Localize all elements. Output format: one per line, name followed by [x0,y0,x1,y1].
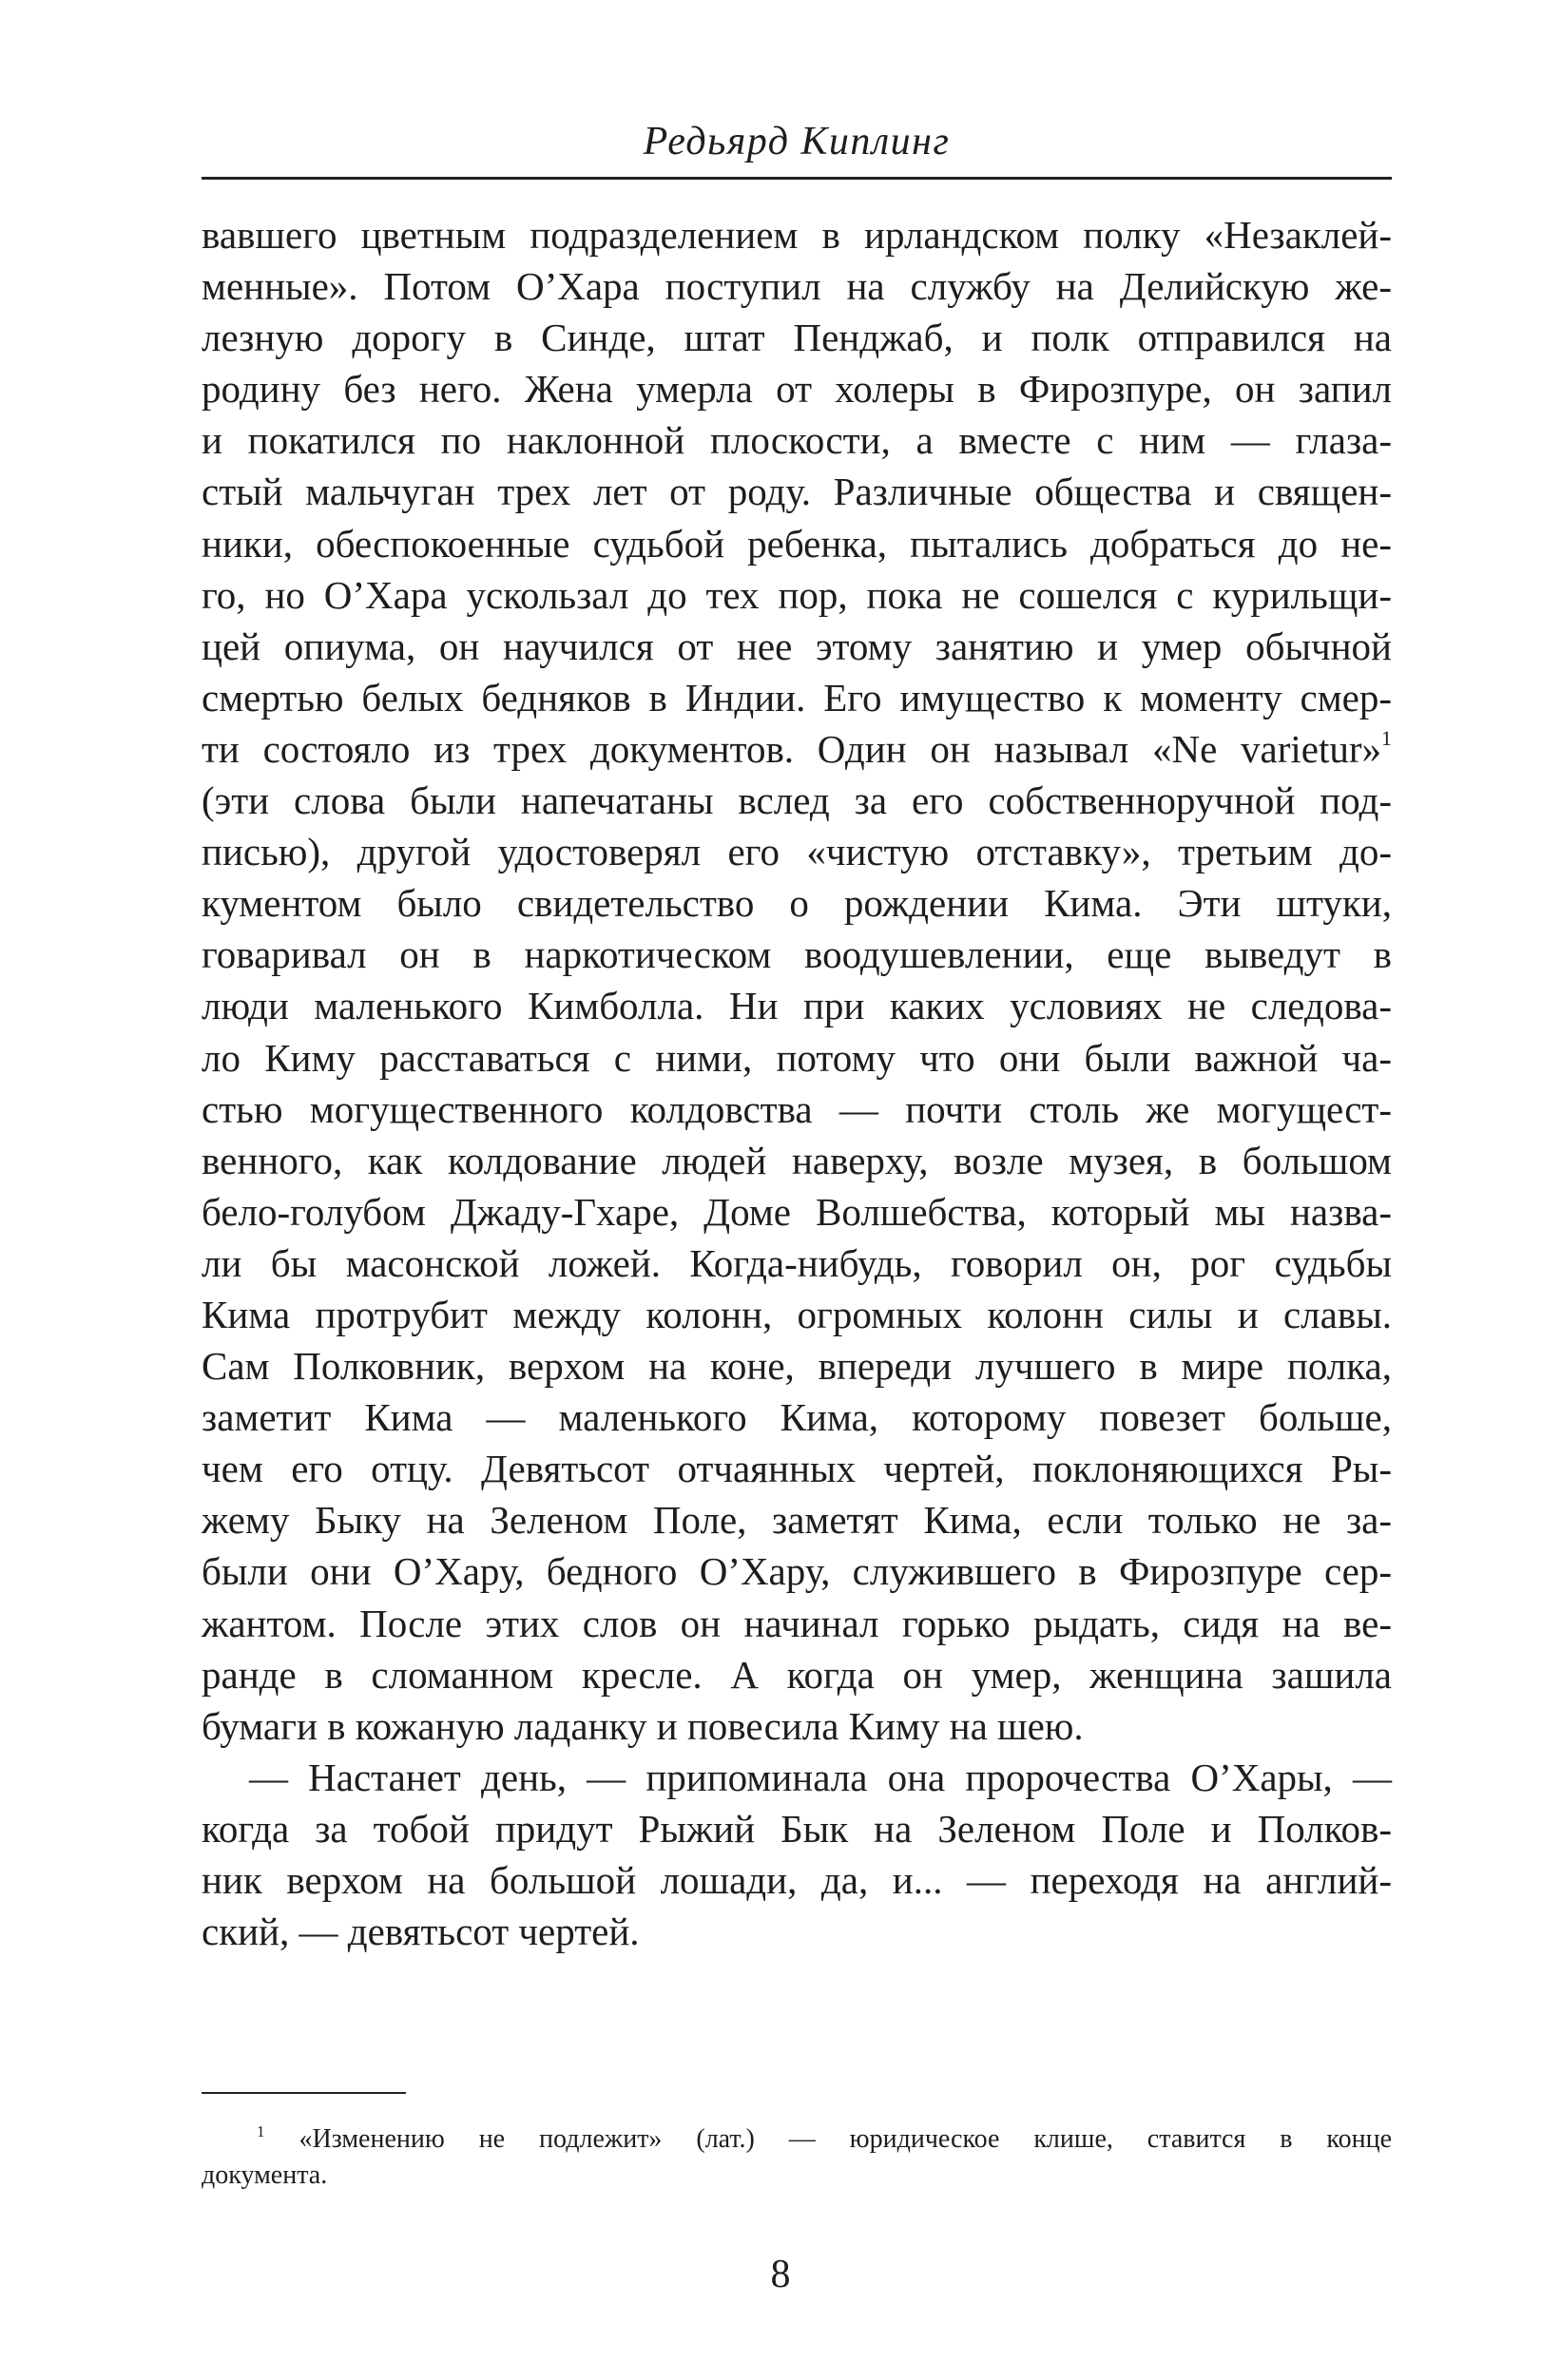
text-line: жантом. После этих слов он начинал горько рыдать, сидя на ве- [202,1601,1392,1645]
text-line: бело-голубом Джаду-Гхаре, Доме Волшебства, который мы назва- [202,1189,1392,1234]
text-line: писью), другой удостоверял его «чистую отставку», третьим до- [202,830,1392,874]
footnote-number: 1 [257,2122,265,2140]
text-line: ский, — девятьсот чертей. [202,1910,640,1954]
text-line: вавшего цветным подразделением в ирландском полку «Незаклей- [202,213,1392,257]
text-line: Кима протрубит между колонн, огромных колонн силы и славы. [202,1292,1392,1336]
footnote-rule [202,2092,406,2094]
text-line: и покатился по наклонной плоскости, а вместе с ним — глаза- [202,418,1392,463]
text-line: заметит Кима — маленького Кима, которому повезет больше, [202,1395,1392,1440]
text-line: ло Киму расставаться с ними, потому что они были важной ча- [202,1035,1392,1080]
text-line: люди маленького Кимболла. Ни при каких условиях не следова- [202,984,1392,1028]
header-rule [202,177,1392,180]
text-line: Сам Полковник, верхом на коне, впереди лучшего в мире полка, [202,1344,1392,1389]
text-line: чем его отцу. Девятьсот отчаянных чертей, поклоняющихся Ры- [202,1447,1392,1491]
text-line: ники, обеспокоенные судьбой ребенка, пытались добраться до не- [202,521,1392,566]
text-segment: ти состояло из трех документов. Один он называл «Ne varietur» [202,726,1381,771]
footnote [202,2121,1392,2194]
footnote-text: «Изменению не подлежит» (лат.) — юридическое клише, ставится в конце [299,2124,1392,2154]
text-line: менные». Потом О’Хара поступил на службу на Делийскую же- [202,264,1392,309]
text-line: кументом было свидетельство о рождении Кима. Эти штуки, [202,881,1392,926]
text-line: венного, как колдование людей наверху, возле музея, в большом [202,1138,1392,1182]
text-line: жему Быку на Зеленом Поле, заметят Кима, если только не за- [202,1498,1392,1543]
text-line: стью могущественного колдовства — почти столь же могущест- [202,1086,1392,1131]
text-line: (эти слова были напечатаны вслед за его собственноручной под- [202,778,1392,823]
page-number: 8 [770,2253,791,2296]
text-line: го, но О’Хара ускользал до тех пор, пока не сошелся с курильщи- [202,572,1392,617]
text-line: были они О’Хару, бедного О’Хару, служившего в Фирозпуре сер- [202,1549,1392,1594]
text-line: смертью белых бедняков в Индии. Его имущество к моменту смер- [202,675,1392,720]
text-line: ник верхом на большой лошади, да, и... — переходя на англий- [202,1858,1392,1902]
text-line-with-footnote [202,723,1392,775]
body-text [202,209,1392,1957]
footnote-line [202,2121,1392,2158]
footnote-marker: 1 [1381,725,1392,750]
text-line: ранде в сломанном кресле. А когда он умер, женщина зашила [202,1652,1392,1697]
running-header: Редьярд Киплинг [643,120,951,163]
text-line: стый мальчуган трех лет от роду. Различные общества и священ- [202,470,1392,514]
footnote-line: документа. [202,2160,328,2190]
text-line: лезную дорогу в Синде, штат Пенджаб, и полк отправился на [202,316,1392,360]
text-line: говаривал он в наркотическом воодушевлении, еще выведут в [202,932,1392,977]
text-line: родину без него. Жена умерла от холеры в Фирозпуре, он запил [202,367,1392,412]
text-line: когда за тобой придут Рыжий Бык на Зеленом Поле и Полков- [202,1806,1392,1851]
text-line: ли бы масонской ложей. Когда-нибудь, говорил он, рог судьбы [202,1240,1392,1285]
text-line: — Настанет день, — припоминала она пророчества О’Хары, — [249,1755,1392,1799]
text-line: бумаги в кожаную ладанку и повесила Киму на шею. [202,1703,1084,1748]
text-line: цей опиума, он научился от нее этому занятию и умер обычной [202,624,1392,668]
